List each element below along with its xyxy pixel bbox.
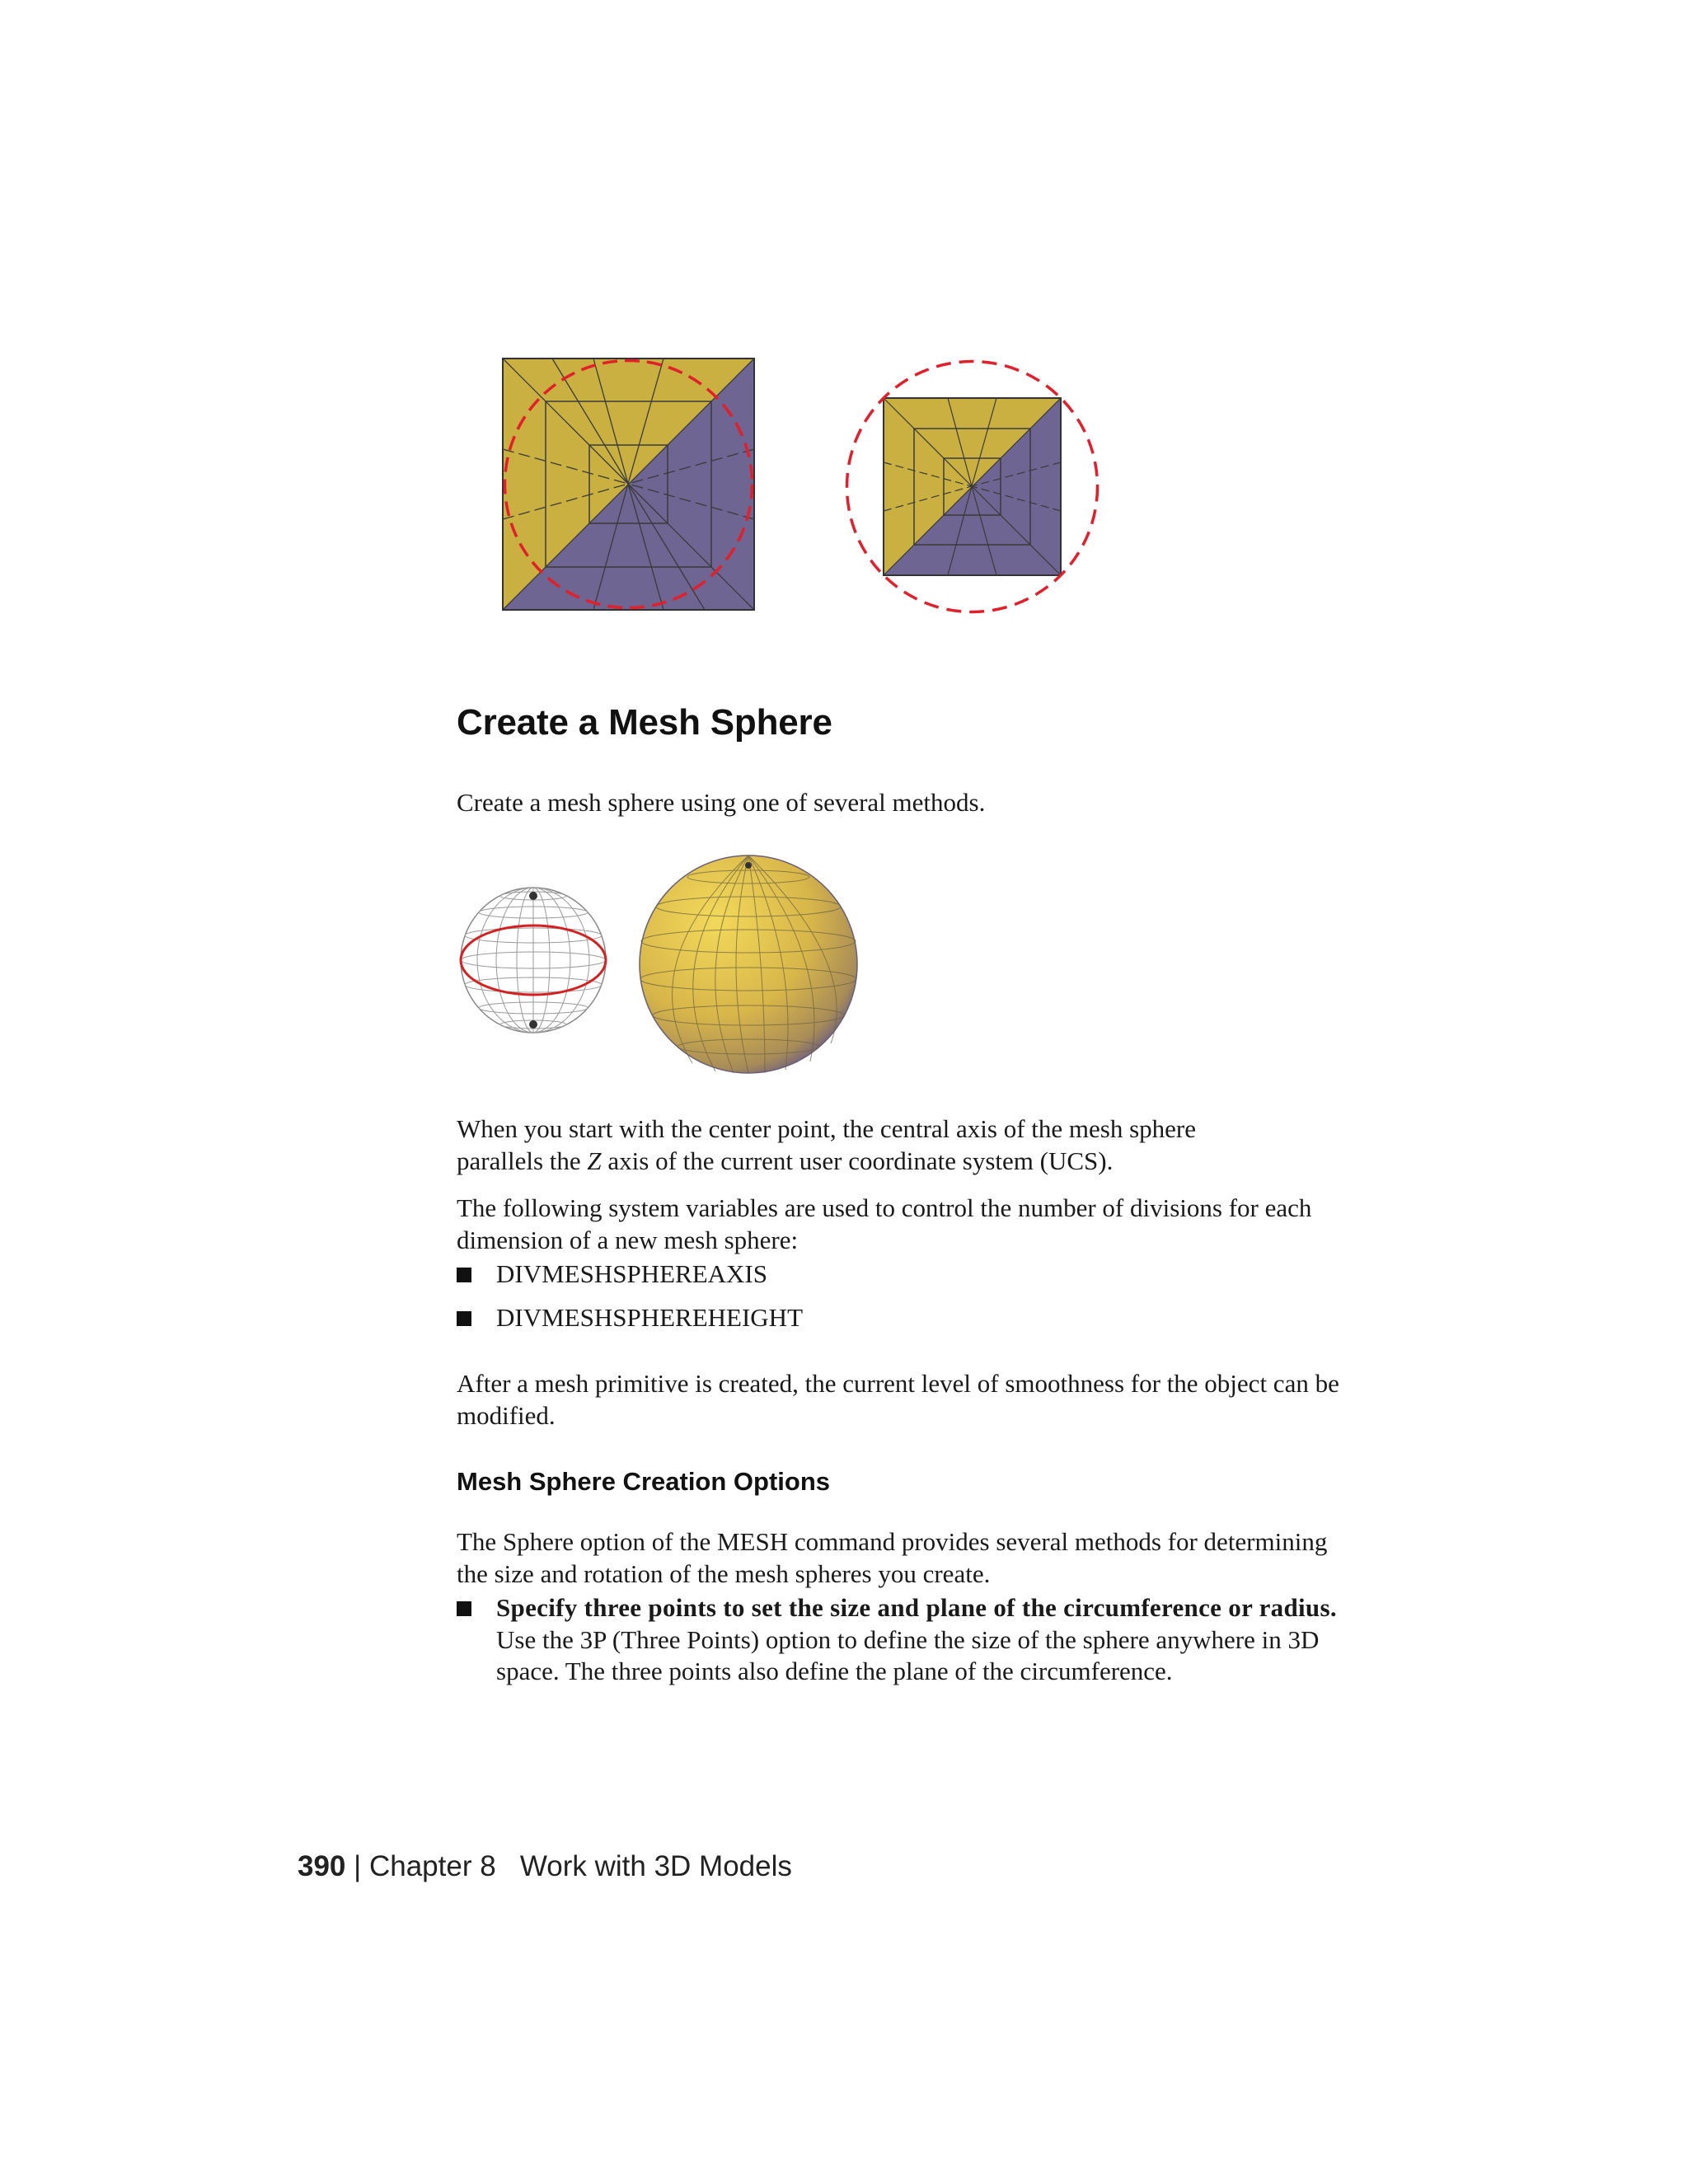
center-line2b: axis of the current user coordinate system (UCS). — [601, 1146, 1114, 1175]
figure-mesh-spheres — [457, 849, 869, 1080]
pyramid-circumscribed — [847, 362, 1098, 612]
footer-separator: | — [345, 1850, 369, 1882]
bullet-square-icon — [457, 1311, 471, 1326]
mesh-sphere-illustration — [457, 849, 869, 1080]
subsection-title: Mesh Sphere Creation Options — [457, 1467, 831, 1496]
option-heading: Specify three points to set the size and plane of the circumference or radius. — [496, 1593, 1337, 1622]
option-description: Use the 3P (Three Points) option to define the size of the sphere anywhere in 3D space. The three points also define the plane of the circumference. — [496, 1624, 1320, 1685]
center-point-paragraph — [457, 1113, 1363, 1177]
bullet-square-icon — [457, 1268, 471, 1282]
list-item-text: DIVMESHSPHEREAXIS — [496, 1259, 767, 1288]
chapter-title: Work with 3D Models — [519, 1850, 792, 1882]
system-variables-paragraph: The following system variables are used to control the number of divisions for each dimension of a new mesh sphere: — [457, 1193, 1312, 1254]
chapter-label: Chapter 8 — [368, 1850, 496, 1882]
z-axis-italic: Z — [587, 1146, 602, 1175]
center-line1: When you start with the center point, the central axis of the mesh sphere — [457, 1114, 1196, 1143]
intro-paragraph: Create a mesh sphere using one of several methods. — [457, 788, 986, 817]
pyramid-circle-illustration — [495, 350, 1104, 622]
section-title: Create a Mesh Sphere — [457, 702, 832, 743]
center-line2a: parallels the — [457, 1146, 588, 1175]
list-item-text: DIVMESHSPHEREHEIGHT — [496, 1303, 803, 1332]
solid-mesh-sphere — [640, 855, 857, 1073]
pyramid-inscribed — [503, 359, 754, 610]
wireframe-sphere — [461, 888, 606, 1033]
sphere-option-paragraph: The Sphere option of the MESH command provides several methods for determining the size and rotation of the mesh spheres you create. — [457, 1527, 1328, 1588]
list-item-text — [496, 1592, 1363, 1688]
page-number: 390 — [298, 1850, 346, 1882]
figure-pyramid-circles — [495, 350, 1104, 622]
page-footer — [298, 1850, 792, 1883]
after-creation-paragraph: After a mesh primitive is created, the current level of smoothness for the object can be modified. — [457, 1369, 1339, 1430]
bullet-square-icon — [457, 1601, 471, 1616]
